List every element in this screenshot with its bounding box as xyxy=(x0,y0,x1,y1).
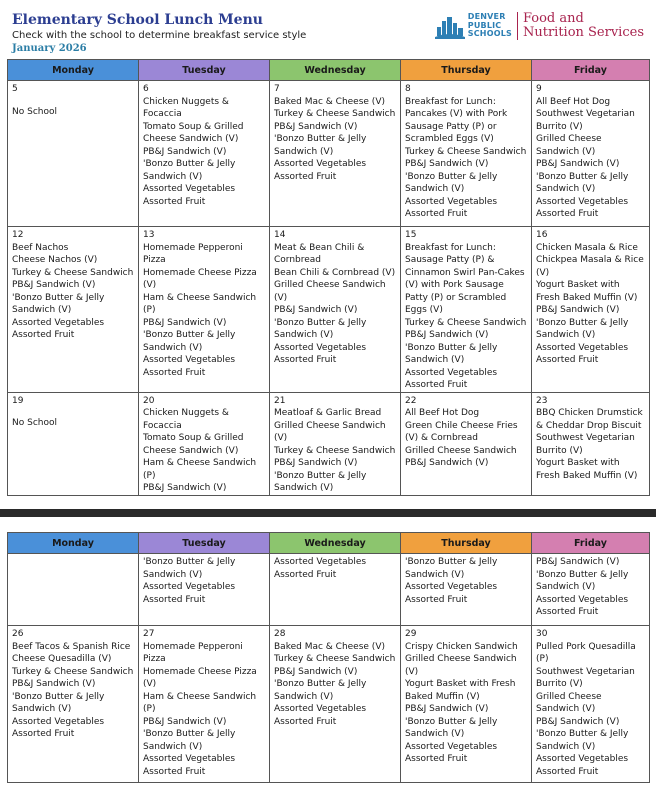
page-subtitle: Check with the school to determine breakfast service style xyxy=(12,30,307,41)
menu-item: Yogurt Basket with Fresh Baked Muffin (V) xyxy=(536,458,638,481)
menu-item: PB&J Sandwich (V) xyxy=(143,146,227,157)
menu-item: Turkey & Cheese Sandwich xyxy=(274,654,396,664)
month-label: January 2026 xyxy=(12,43,87,54)
date-number: 30 xyxy=(536,629,548,639)
week-row xyxy=(8,554,650,626)
menu-item: All Beef Hot Dog xyxy=(405,408,480,418)
menu-item: Assorted Fruit xyxy=(405,209,468,219)
date-number: 21 xyxy=(274,395,286,406)
menu-item: Cheese Nachos (V) xyxy=(12,255,98,265)
date-number: 23 xyxy=(536,395,548,406)
menu-item: Assorted Vegetables xyxy=(536,342,629,353)
menu-item: Assorted Fruit xyxy=(12,729,75,739)
menu-item: Breakfast for Lunch: Pancakes (V) with Pork Sausage Patty (P) or Scrambled Eggs (V) xyxy=(405,96,508,144)
day-cell xyxy=(139,81,270,227)
calendar-page-1 xyxy=(7,59,650,496)
menu-item: Southwest Vegetarian Burrito (V) xyxy=(536,109,635,132)
day-header-tuesday: Tuesday xyxy=(139,533,270,554)
page-separator xyxy=(0,509,656,517)
date-number: 12 xyxy=(12,230,24,240)
menu-item: Turkey & Cheese Sandwich xyxy=(12,267,134,278)
date-number: 19 xyxy=(12,395,24,406)
date-number: 14 xyxy=(274,230,286,240)
menu-item: PB&J Sandwich (V) xyxy=(536,716,620,727)
date-number: 20 xyxy=(143,395,155,406)
menu-item: Turkey & Cheese Sandwich xyxy=(274,445,396,456)
menu-item: PB&J Sandwich (V) xyxy=(274,305,358,315)
day-cell xyxy=(401,81,532,227)
menu-item: 'Bonzo Butter & Jelly Sandwich (V) xyxy=(274,470,367,493)
menu-item: PB&J Sandwich (V) xyxy=(405,458,489,468)
day-cell xyxy=(532,554,650,626)
day-cell xyxy=(139,554,270,626)
date-number: 8 xyxy=(405,84,411,94)
menu-item: Turkey & Cheese Sandwich xyxy=(12,666,134,677)
menu-item: Chicken Nuggets & Focaccia xyxy=(143,408,229,431)
menu-item: 'Bonzo Butter & Jelly Sandwich (V) xyxy=(536,729,629,752)
menu-item: Assorted Vegetables xyxy=(143,355,236,365)
menu-item: Baked Mac & Cheese (V) xyxy=(274,641,385,652)
menu-item: Assorted Fruit xyxy=(143,594,206,605)
menu-item: Assorted Fruit xyxy=(143,196,206,207)
menu-item: 'Bonzo Butter & Jelly Sandwich (V) xyxy=(405,171,498,194)
date-number: 28 xyxy=(274,629,286,639)
week-row xyxy=(8,81,650,227)
menu-item: 'Bonzo Butter & Jelly Sandwich (V) xyxy=(274,134,367,157)
no-school-label: No School xyxy=(12,418,57,428)
menu-item: Yogurt Basket with Fresh Baked Muffin (V) xyxy=(536,280,638,303)
menu-item: PB&J Sandwich (V) xyxy=(12,280,96,290)
menu-item: Bean Chili & Cornbread (V) xyxy=(274,267,396,278)
menu-item: Assorted Vegetables xyxy=(143,754,236,764)
day-header-wednesday: Wednesday xyxy=(270,533,401,554)
menu-item: Turkey & Cheese Sandwich xyxy=(274,109,396,119)
day-cell xyxy=(532,626,650,783)
menu-item: PB&J Sandwich (V) xyxy=(405,159,489,169)
menu-item: 'Bonzo Butter & Jelly Sandwich (V) xyxy=(274,317,367,340)
menu-item: Assorted Vegetables xyxy=(405,367,498,378)
day-cell xyxy=(270,626,401,783)
day-cell xyxy=(8,554,139,626)
menu-item: Grilled Cheese Sandwich (V) xyxy=(274,420,386,443)
day-cell xyxy=(139,392,270,495)
logo-divider xyxy=(517,12,518,40)
menu-item: 'Bonzo Butter & Jelly Sandwich (V) xyxy=(143,330,236,353)
menu-item: PB&J Sandwich (V) xyxy=(405,330,489,340)
day-cell xyxy=(8,227,139,393)
menu-item: Assorted Fruit xyxy=(536,355,599,365)
menu-item: Assorted Vegetables xyxy=(405,582,498,592)
menu-item: Assorted Fruit xyxy=(274,171,337,182)
day-cell xyxy=(401,626,532,783)
date-number: 22 xyxy=(405,395,417,406)
menu-item: Chicken Nuggets & Focaccia xyxy=(143,96,229,119)
menu-item: Assorted Fruit xyxy=(405,754,468,764)
date-number: 16 xyxy=(536,230,548,240)
day-cell xyxy=(139,227,270,393)
menu-item: Yogurt Basket with Fresh Baked Muffin (V) xyxy=(405,679,516,702)
day-cell xyxy=(401,392,532,495)
date-number: 26 xyxy=(12,629,24,639)
day-cell xyxy=(8,81,139,227)
menu-item: PB&J Sandwich (V) xyxy=(405,704,489,714)
menu-item: Assorted Fruit xyxy=(405,380,468,390)
day-cell xyxy=(139,626,270,783)
menu-item: Tomato Soup & Grilled Cheese Sandwich (V) xyxy=(143,121,244,144)
menu-item: Baked Mac & Cheese (V) xyxy=(274,96,385,107)
date-number: 13 xyxy=(143,230,155,240)
menu-item: Assorted Vegetables xyxy=(12,716,105,727)
menu-item: PB&J Sandwich (V) xyxy=(143,317,227,328)
menu-item: Assorted Vegetables xyxy=(274,557,367,567)
menu-item: Assorted Vegetables xyxy=(143,582,236,592)
menu-item: 'Bonzo Butter & Jelly Sandwich (V) xyxy=(405,342,498,365)
menu-item: Southwest Vegetarian Burrito (V) xyxy=(536,666,635,689)
day-header-friday: Friday xyxy=(532,533,650,554)
day-cell xyxy=(532,392,650,495)
menu-item: 'Bonzo Butter & Jelly Sandwich (V) xyxy=(536,569,629,592)
menu-item: PB&J Sandwich (V) xyxy=(536,305,620,315)
day-header-tuesday: Tuesday xyxy=(139,60,270,81)
menu-item: Breakfast for Lunch: Sausage Patty (P) & Cinnamon Swirl Pan-Cakes (V) with Pork Sausage Patty (P) or Scrambled Eggs (V) xyxy=(405,242,525,315)
menu-item: Assorted Vegetables xyxy=(536,594,629,605)
fns-wordmark: Food and Nutrition Services xyxy=(522,11,644,40)
menu-item: 'Bonzo Butter & Jelly Sandwich (V) xyxy=(143,729,236,752)
date-number: 7 xyxy=(274,84,280,94)
menu-item: Ham & Cheese Sandwich (P) xyxy=(143,691,257,714)
day-header-friday: Friday xyxy=(532,60,650,81)
dps-logo xyxy=(435,12,644,40)
menu-item: Homemade Cheese Pizza (V) xyxy=(143,267,257,290)
day-header-thursday: Thursday xyxy=(401,60,532,81)
menu-item: Assorted Fruit xyxy=(12,330,75,340)
menu-item: Assorted Vegetables xyxy=(12,317,105,328)
day-cell xyxy=(270,227,401,393)
menu-item: Homemade Pepperoni Pizza xyxy=(143,641,243,664)
date-number: 15 xyxy=(405,230,417,240)
date-number: 5 xyxy=(12,84,18,94)
menu-item: Crispy Chicken Sandwich xyxy=(405,641,518,652)
menu-item: PB&J Sandwich (V) xyxy=(143,483,227,493)
menu-item: Assorted Fruit xyxy=(536,766,599,777)
menu-item: Assorted Vegetables xyxy=(405,196,498,207)
menu-item: Grilled Cheese Sandwich (V) xyxy=(405,654,517,677)
menu-item: 'Bonzo Butter & Jelly Sandwich (V) xyxy=(536,317,629,340)
menu-item: PB&J Sandwich (V) xyxy=(536,159,620,169)
menu-item: Assorted Vegetables xyxy=(274,159,367,169)
menu-item: Ham & Cheese Sandwich (P) xyxy=(143,458,257,481)
menu-item: Assorted Fruit xyxy=(274,569,337,580)
menu-item: Assorted Fruit xyxy=(274,355,337,365)
date-number: 29 xyxy=(405,629,417,639)
menu-item: Turkey & Cheese Sandwich xyxy=(405,146,527,157)
day-cell xyxy=(532,81,650,227)
date-number: 27 xyxy=(143,629,155,639)
day-header-row xyxy=(8,533,650,554)
menu-item: PB&J Sandwich (V) xyxy=(12,679,96,689)
menu-item: Southwest Vegetarian Burrito (V) xyxy=(536,433,635,456)
menu-item: Homemade Cheese Pizza (V) xyxy=(143,666,257,689)
city-skyline-icon xyxy=(435,13,465,39)
day-cell xyxy=(270,81,401,227)
menu-item: Assorted Vegetables xyxy=(274,704,367,714)
menu-item: Beef Tacos & Spanish Rice xyxy=(12,641,131,652)
menu-item: Green Chile Cheese Fries (V) & Cornbread xyxy=(405,420,518,443)
menu-item: Assorted Vegetables xyxy=(405,741,498,752)
menu-item: Pulled Pork Quesadilla (P) xyxy=(536,641,636,664)
menu-item: All Beef Hot Dog xyxy=(536,96,611,107)
menu-item: 'Bonzo Butter & Jelly Sandwich (V) xyxy=(274,679,367,702)
menu-item: PB&J Sandwich (V) xyxy=(536,557,620,567)
menu-item: Turkey & Cheese Sandwich xyxy=(405,317,527,328)
day-cell xyxy=(401,554,532,626)
no-school-label: No School xyxy=(12,106,57,117)
date-number: 6 xyxy=(143,84,149,94)
menu-item: Grilled Cheese Sandwich (V) xyxy=(536,691,602,714)
page-title: Elementary School Lunch Menu xyxy=(12,12,263,28)
menu-item: 'Bonzo Butter & Jelly Sandwich (V) xyxy=(143,159,236,182)
menu-item: Beef Nachos xyxy=(12,242,69,253)
menu-item: PB&J Sandwich (V) xyxy=(274,666,358,677)
day-cell xyxy=(8,392,139,495)
menu-item: Meatloaf & Garlic Bread xyxy=(274,408,382,418)
menu-item: Cheese Quesadilla (V) xyxy=(12,654,112,664)
menu-item: 'Bonzo Butter & Jelly Sandwich (V) xyxy=(12,691,105,714)
menu-item: Assorted Fruit xyxy=(143,766,206,777)
menu-item: Meat & Bean Chili & Cornbread xyxy=(274,242,365,265)
menu-item: Assorted Vegetables xyxy=(536,196,629,207)
menu-item: Assorted Fruit xyxy=(536,607,599,617)
menu-item: Assorted Fruit xyxy=(405,594,468,605)
day-cell xyxy=(8,626,139,783)
day-cell xyxy=(270,554,401,626)
menu-item: Chickpea Masala & Rice (V) xyxy=(536,255,644,278)
date-number: 9 xyxy=(536,84,542,94)
menu-item: Homemade Pepperoni Pizza xyxy=(143,242,243,265)
page-header xyxy=(12,12,644,58)
menu-item: Chicken Masala & Rice xyxy=(536,242,638,253)
day-header-monday: Monday xyxy=(8,533,139,554)
menu-item: Grilled Cheese Sandwich (V) xyxy=(274,280,386,303)
menu-item: PB&J Sandwich (V) xyxy=(274,121,358,132)
week-row xyxy=(8,227,650,393)
menu-item: Assorted Fruit xyxy=(536,209,599,219)
menu-item: Assorted Fruit xyxy=(143,367,206,378)
day-cell xyxy=(270,392,401,495)
menu-item: BBQ Chicken Drumstick & Cheddar Drop Biscuit xyxy=(536,408,643,431)
menu-item: PB&J Sandwich (V) xyxy=(143,716,227,727)
calendar-page-2 xyxy=(7,532,650,783)
menu-item: Assorted Fruit xyxy=(274,716,337,727)
menu-item: PB&J Sandwich (V) xyxy=(274,458,358,468)
menu-item: Grilled Cheese Sandwich xyxy=(405,445,517,456)
day-cell xyxy=(532,227,650,393)
week-row xyxy=(8,626,650,783)
menu-item: Grilled Cheese Sandwich (V) xyxy=(536,134,602,157)
menu-item: Assorted Vegetables xyxy=(274,342,367,353)
menu-item: 'Bonzo Butter & Jelly Sandwich (V) xyxy=(405,716,498,739)
day-cell xyxy=(401,227,532,393)
menu-item: Assorted Vegetables xyxy=(143,184,236,194)
menu-item: 'Bonzo Butter & Jelly Sandwich (V) xyxy=(536,171,629,194)
menu-item: Assorted Vegetables xyxy=(536,754,629,764)
menu-item: Tomato Soup & Grilled Cheese Sandwich (V) xyxy=(143,433,244,456)
day-header-wednesday: Wednesday xyxy=(270,60,401,81)
day-header-row xyxy=(8,60,650,81)
menu-item: 'Bonzo Butter & Jelly Sandwich (V) xyxy=(12,292,105,315)
day-header-monday: Monday xyxy=(8,60,139,81)
week-row xyxy=(8,392,650,495)
menu-item: 'Bonzo Butter & Jelly Sandwich (V) xyxy=(143,557,236,580)
menu-item: 'Bonzo Butter & Jelly Sandwich (V) xyxy=(405,557,498,580)
dps-wordmark: DENVER PUBLIC SCHOOLS xyxy=(467,12,512,39)
day-header-thursday: Thursday xyxy=(401,533,532,554)
menu-item: Ham & Cheese Sandwich (P) xyxy=(143,292,257,315)
